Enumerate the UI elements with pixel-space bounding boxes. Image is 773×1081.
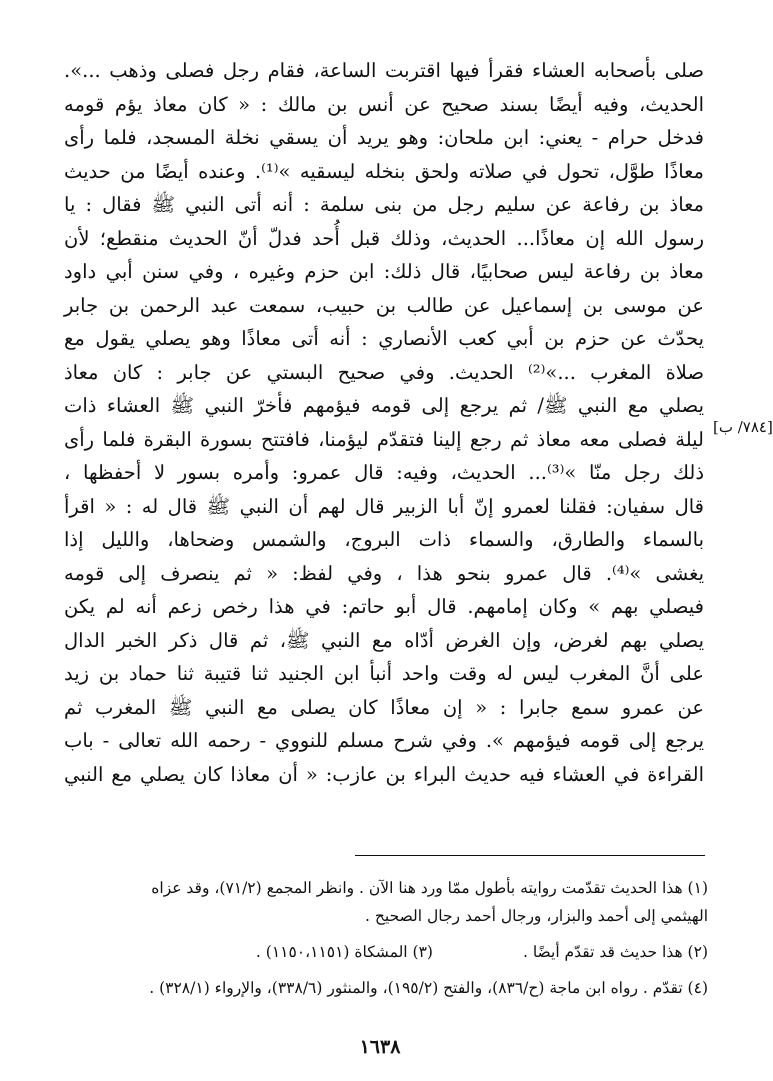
footnotes <box>64 874 708 1002</box>
text-line: يغشى »⁽⁴⁾. قال عمرو بنحو هذا ، وفي لفظ: « ثم ينصرف إلى قومه <box>64 561 704 585</box>
footnote-3: (٣) المشكاة (١١٥٠،١١٥١) . <box>255 943 433 961</box>
text-line: صلاة المغرب ...»⁽²⁾ الحديث. وفي صحيح البستي عن جابر : كان معاذ <box>64 360 705 384</box>
footnote-1-line-1: (١) هذا الحديث تقدّمت روايته بأطول ممّا ورد هنا الآن . وانظر المجمع (٧١/٢)، وقد عزاه <box>151 879 708 897</box>
text-line: الحديث، وفيه أيضًا بسند صحيح عن أنس بن مالك : « كان معاذ يؤم قومه <box>64 92 704 116</box>
text-line: معاذ بن رفاعة عن سليم رجل من بنى سلمة : أنه أتى النبي ﷺ فقال : يا <box>64 193 704 216</box>
text-line: على أنَّ المغرب ليس له وقت واحد أنبأ ابن الجنيد ثنا قتيبة ثنا حماد بن زيد <box>64 662 704 685</box>
footnote-divider <box>355 855 705 856</box>
page-number: ١٦٣٨ <box>359 1036 401 1058</box>
text-line: فيصلي بهم » وكان إمامهم. قال أبو حاتم: في هذا رخص زعم أنه لم يكن <box>64 595 704 618</box>
text-line: يصلي مع النبي ﷺ/ ثم يرجع إلى قومه فيؤمهم فأخرّ النبي ﷺ العشاء ذات <box>64 394 704 417</box>
text-line: ليلة فصلى معه معاذ ثم رجع إلينا فتقدّم ليؤمنا، فافتتح بسورة البقرة فلما رأى <box>64 427 704 451</box>
footnote-1-line-2: الهيثمي إلى أحمد والبزار، ورجال أحمد رجال الصحيح . <box>365 907 708 925</box>
main-text-body <box>64 54 704 791</box>
text-line: صلى بأصحابه العشاء فقرأ فيها اقتربت الساعة، فقام رجل فصلى وذهب ...». <box>64 59 704 82</box>
footnote-row-2-3 <box>64 938 708 966</box>
text-line: القراءة في العشاء فيه حديث البراء بن عازب: « أن معاذا كان يصلي مع النبي <box>64 762 704 786</box>
text-line: يرجع إلى قومه فيؤمهم ». وفي شرح مسلم للنووي - رحمه الله تعالى - باب <box>64 729 704 752</box>
text-line: عن عمرو سمع جابرا : « إن معاذًا كان يصلى مع النبي ﷺ المغرب ثم <box>64 695 704 719</box>
text-line: فدخل حرام - يعني: ابن ملحان: وهو يريد أن يسقي نخلة المسجد، فلما رأى <box>64 126 704 149</box>
footnote-4: (٤) تقدّم . رواه ابن ماجة (ح/٨٣٦)، والفتح (١٩٥/٢)، والمنثور (٣٣٨/٦)، والإرواء (٣٢٨/١) . <box>149 979 708 997</box>
text-line: عن موسى بن إسماعيل عن طالب بن حبيب، سمعت عبد الرحمن بن جابر <box>64 293 704 317</box>
text-line: قال سفيان: فقلنا لعمرو إنّ أبا الزبير قال لهم أن النبي ﷺ قال له : « اقرأ <box>64 494 704 518</box>
text-line: معاذًا طوَّل، تحول في صلاته ولحق بنخله ليسقيه »⁽¹⁾. وعنده أيضًا من حديث <box>64 159 704 183</box>
manuscript-folio-marker: [٧٨٤/ ب] <box>713 418 773 436</box>
text-line: يحدّث عن حزم بن أبي كعب الأنصاري : أنه أتى معاذًا وهو يصلي يقول مع <box>64 327 704 350</box>
text-line: رسول الله إن معاذًا... الحديث، وذلك قبل أُحد فدلّ أنّ الحديث منقطع؛ لأن <box>64 226 704 250</box>
text-line: يصلي بهم لغرض، وإن الغرض أدّاه مع النبي ﷺ، ثم قال ذكر الخبر الدال <box>64 628 704 652</box>
text-line: ذلك رجل منّا »⁽³⁾... الحديث، وفيه: قال عمرو: وأمره بسور لا أحفظها ، <box>64 461 704 484</box>
text-line: معاذ بن رفاعة ليس صحابيًا، قال ذلك: ابن حزم وغيره ، وفي سنن أبي داود <box>64 260 704 283</box>
text-line: بالسماء والطارق، والسماء ذات البروج، والشمس وضحاها، والليل إذا <box>64 528 704 551</box>
footnote-2: (٢) هذا حديث قد تقدّم أيضًا . <box>522 943 708 961</box>
